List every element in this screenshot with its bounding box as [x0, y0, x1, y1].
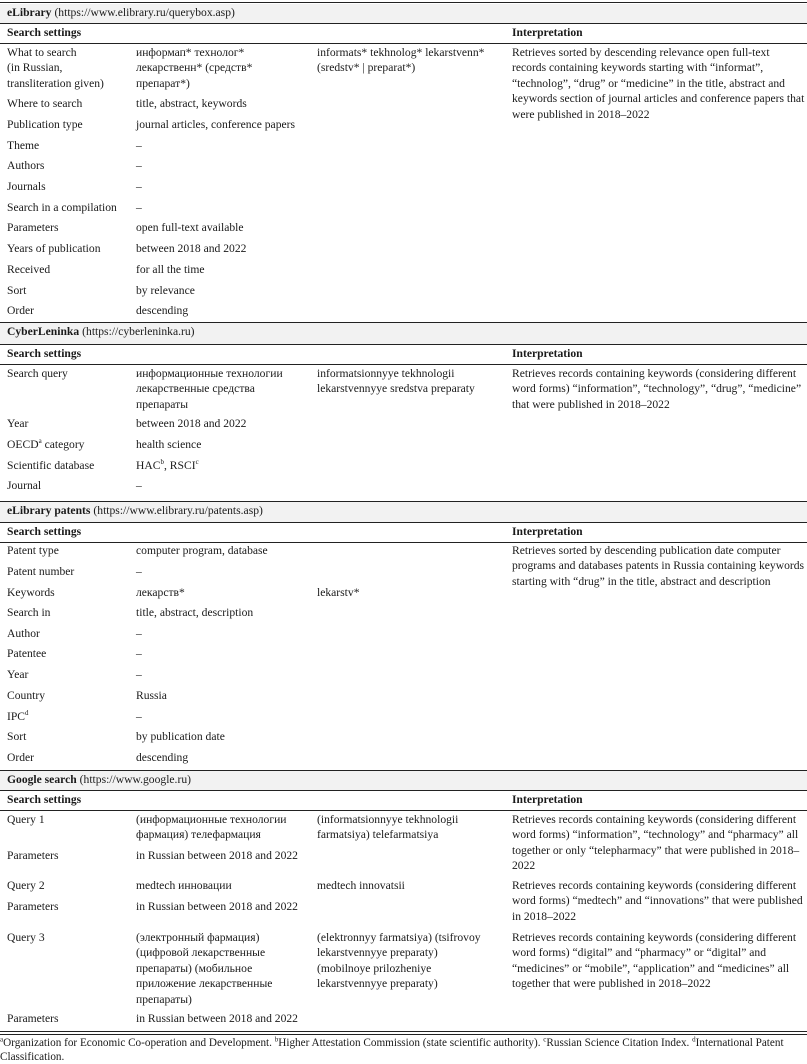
column-header-settings [7, 346, 307, 361]
setting-label-text: Parameters [7, 221, 59, 234]
setting-label-text: Year [7, 417, 29, 430]
header-interpretation-label: Interpretation [512, 26, 583, 39]
setting-value [136, 220, 314, 235]
column-header-settings [7, 792, 307, 807]
footnote-d: International Patent Classification. [0, 1037, 784, 1063]
footnote-mark-d: d [692, 1035, 696, 1044]
setting-value-text: – [136, 159, 142, 172]
footnote-b: Higher Attestation Commission (state scientific authority). [278, 1037, 544, 1049]
section-name: Google search [7, 773, 77, 786]
setting-value [136, 646, 314, 661]
interpretation-text: Retrieves records containing keywords (considering different word forms) “information”, “technology” and “pharmacy” all together or only “telepharmacy” that were published in 2018–2022 [512, 813, 800, 873]
transliteration-text: informats* tekhnolog* lekarstvenn* (sredstv* | preparat*) [317, 46, 485, 75]
setting-label-text: Patent number [7, 565, 75, 578]
section-patents-title-rule [0, 522, 807, 523]
setting-value [136, 688, 314, 703]
setting-value [136, 812, 314, 843]
setting-label [7, 543, 132, 558]
setting-value [136, 605, 314, 620]
interpretation [512, 812, 805, 874]
section-url: (https://www.elibrary.ru/patents.asp) [93, 504, 263, 517]
transliteration-text: informatsionnyye tekhnologii lekarstvennyye sredstva preparaty [317, 367, 475, 396]
setting-value-text: health science [136, 438, 202, 451]
setting-label-text: Search in [7, 606, 51, 619]
setting-value-text: – [136, 565, 142, 578]
setting-label-text: Patent type [7, 544, 59, 557]
footnote-c: Russian Science Citation Index. [546, 1037, 693, 1049]
section-url: (https://www.google.ru) [79, 773, 191, 786]
setting-label-text: Query 3 [7, 931, 45, 944]
column-header-interpretation [512, 524, 805, 539]
setting-label [7, 646, 132, 661]
section-cyberleninka-header-rule [0, 364, 807, 365]
setting-label-sup: d [25, 709, 29, 718]
transliteration-text: medtech innovatsii [317, 879, 405, 892]
setting-label [7, 283, 132, 298]
setting-value [136, 179, 314, 194]
setting-value-text: by relevance [136, 284, 195, 297]
setting-value [136, 878, 314, 893]
setting-value-text: (электронный фармация) (цифровой лекарственные препараты) (мобильное приложение лекарственные препараты) [136, 931, 273, 1006]
setting-label-text: Years of publication [7, 242, 101, 255]
setting-label [7, 750, 132, 765]
setting-value-text: descending [136, 304, 189, 317]
setting-value [136, 930, 314, 1007]
setting-label-text: OECD [7, 438, 39, 451]
section-title [7, 503, 787, 518]
setting-value-text: – [136, 139, 142, 152]
setting-label [7, 478, 132, 493]
setting-label [7, 45, 132, 91]
setting-value [136, 437, 314, 452]
section-title [7, 772, 787, 787]
setting-value [136, 899, 314, 914]
setting-value-text: – [136, 201, 142, 214]
setting-label [7, 1011, 132, 1026]
setting-value-text: (информационные технологии фармация) телефармация [136, 813, 287, 842]
setting-value-text: open full-text available [136, 221, 244, 234]
section-title [7, 324, 787, 339]
setting-label [7, 117, 132, 132]
setting-label-text: Publication type [7, 118, 83, 131]
setting-label-text: Search in a compilation [7, 201, 117, 214]
setting-label [7, 200, 132, 215]
setting-label-sup: a [38, 437, 42, 446]
setting-label-text: Author [7, 627, 40, 640]
setting-label-text: Order [7, 751, 35, 764]
interpretation-text: Retrieves records containing keywords (considering different word forms) “information”, “technology”, “drug”, “medicine” that were published in 2018–2022 [512, 367, 802, 411]
setting-label-text: Patentee [7, 647, 47, 660]
section-url: (https://cyberleninka.ru) [82, 325, 195, 338]
setting-value [136, 667, 314, 682]
header-interpretation-label: Interpretation [512, 793, 583, 806]
setting-value [136, 585, 314, 600]
section-google-title-rule [0, 790, 807, 791]
setting-label-text: Query 2 [7, 879, 45, 892]
column-header-interpretation [512, 25, 805, 40]
setting-value-text: лекарств* [136, 586, 185, 599]
setting-value [136, 564, 314, 579]
setting-label-text: Search query [7, 367, 68, 380]
setting-value-text: by publication date [136, 730, 225, 743]
setting-label [7, 667, 132, 682]
transliteration-text: lekarstv* [317, 586, 360, 599]
setting-label [7, 416, 132, 431]
setting-value-text: descending [136, 751, 189, 764]
setting-value [136, 158, 314, 173]
section-url: (https://www.elibrary.ru/querybox.asp) [54, 6, 235, 19]
setting-label-text: Journal [7, 479, 42, 492]
setting-label [7, 688, 132, 703]
setting-value-sup2: c [195, 458, 199, 467]
setting-label-text: Received [7, 263, 51, 276]
section-google-header-rule [0, 810, 807, 811]
setting-label-text: Country [7, 689, 46, 702]
header-settings-label: Search settings [7, 26, 82, 39]
setting-value-text: – [136, 647, 142, 660]
setting-label [7, 458, 132, 473]
header-interpretation-label: Interpretation [512, 525, 583, 538]
interpretation-text: Retrieves sorted by descending relevance open full-text records containing keywords starting with “informat”, “technolog”, “drug” or “medicine” in the title, abstract and keywords section of journal articles and conference papers that were published in 2018–2022 [512, 46, 805, 121]
setting-transliteration [317, 45, 507, 76]
setting-value [136, 626, 314, 641]
setting-label-rest: category [41, 438, 85, 451]
setting-label [7, 585, 132, 600]
interpretation [512, 45, 805, 122]
section-elibrary-header-rule [0, 43, 807, 44]
setting-transliteration [317, 366, 507, 397]
setting-label [7, 241, 132, 256]
setting-label-text: Parameters [7, 1012, 59, 1025]
setting-value [136, 138, 314, 153]
setting-label-text: Parameters [7, 849, 59, 862]
setting-label-text: Authors [7, 159, 45, 172]
setting-value [136, 458, 314, 473]
setting-transliteration [317, 878, 507, 893]
setting-value-text: between 2018 and 2022 [136, 242, 247, 255]
header-interpretation-label: Interpretation [512, 347, 583, 360]
setting-label-text: Year [7, 668, 29, 681]
setting-label [7, 848, 132, 863]
setting-value-text: title, abstract, description [136, 606, 254, 619]
setting-label-text: Keywords [7, 586, 55, 599]
header-settings-label: Search settings [7, 347, 82, 360]
setting-value [136, 416, 314, 431]
setting-value-text: for all the time [136, 263, 205, 276]
setting-value-text: информап* технолог* лекарственн* (средств* препарат*) [136, 46, 253, 90]
table-footnote [0, 1037, 807, 1064]
setting-label-text: Scientific database [7, 459, 95, 472]
setting-label-text: Parameters [7, 900, 59, 913]
header-settings-label: Search settings [7, 793, 82, 806]
interpretation [512, 366, 805, 412]
setting-value-text: in Russian between 2018 and 2022 [136, 1012, 298, 1025]
transliteration-text: (elektronnyy farmatsiya) (tsifrovoy lekarstvennyye preparaty) (mobilnoye prilozheniye lekarstvennyye preparaty) [317, 931, 481, 991]
setting-value [136, 543, 314, 558]
section-name: eLibrary [7, 6, 52, 19]
setting-value [136, 262, 314, 277]
setting-value-text: computer program, database [136, 544, 268, 557]
section-elibrary-title-rule [0, 23, 807, 24]
setting-transliteration [317, 812, 507, 843]
table-top-rule [0, 2, 807, 3]
setting-value-text: Russia [136, 689, 167, 702]
footnote-mark-c: c [543, 1035, 547, 1044]
setting-label [7, 138, 132, 153]
setting-label-text: Sort [7, 284, 27, 297]
setting-value [136, 303, 314, 318]
interpretation [512, 543, 805, 589]
setting-value-text: between 2018 and 2022 [136, 417, 247, 430]
interpretation-text: Retrieves sorted by descending publication date computer programs and databases patents in Russia containing keywords starting with “drug” in the title, abstract and description [512, 544, 805, 588]
setting-value-text: – [136, 668, 142, 681]
setting-value-text: title, abstract, keywords [136, 97, 247, 110]
setting-label [7, 437, 132, 452]
setting-label [7, 899, 132, 914]
setting-label [7, 179, 132, 194]
setting-value [136, 117, 314, 132]
setting-label [7, 303, 132, 318]
setting-label [7, 366, 132, 381]
setting-label-text: IPC [7, 710, 26, 723]
table-bottom-rule [0, 1034, 807, 1035]
setting-label-text: Theme [7, 139, 40, 152]
setting-value [136, 200, 314, 215]
interpretation-text: Retrieves records containing keywords (considering different word forms) “medtech” and “innovations” that were published in 2018–2022 [512, 879, 803, 923]
setting-transliteration [317, 585, 507, 600]
section-google-bottom-rule [0, 1031, 807, 1032]
setting-label-text: What to search (in Russian, transliteration given) [7, 46, 104, 90]
setting-value [136, 366, 314, 412]
setting-value-text: journal articles, conference papers [136, 118, 296, 131]
footnote-mark-b: b [274, 1035, 279, 1044]
setting-value [136, 283, 314, 298]
column-header-interpretation [512, 346, 805, 361]
setting-label [7, 626, 132, 641]
footnote-mark-a: a [0, 1035, 4, 1044]
transliteration-text: (informatsionnyye tekhnologii farmatsiya) telefarmatsiya [317, 813, 459, 842]
setting-value [136, 729, 314, 744]
setting-label-text: Journals [7, 180, 46, 193]
column-header-settings [7, 25, 307, 40]
setting-value-text: информационные технологии лекарственные средства препараты [136, 367, 283, 411]
setting-label [7, 812, 132, 827]
setting-label [7, 605, 132, 620]
header-settings-label: Search settings [7, 525, 82, 538]
setting-value-text: – [136, 479, 142, 492]
setting-label-text: Query 1 [7, 813, 45, 826]
setting-value [136, 45, 314, 91]
setting-value-text: in Russian between 2018 and 2022 [136, 849, 298, 862]
column-header-settings [7, 524, 307, 539]
setting-value [136, 241, 314, 256]
setting-label [7, 262, 132, 277]
setting-value-text: in Russian between 2018 and 2022 [136, 900, 298, 913]
setting-label-text: Sort [7, 730, 27, 743]
setting-transliteration [317, 930, 507, 992]
setting-label-text: Where to search [7, 97, 83, 110]
setting-value-sup: b [160, 458, 164, 467]
setting-value [136, 709, 314, 724]
setting-label [7, 220, 132, 235]
setting-value-text: – [136, 627, 142, 640]
setting-label [7, 564, 132, 579]
setting-value-text: – [136, 710, 142, 723]
section-title [7, 5, 787, 20]
setting-value [136, 750, 314, 765]
setting-value [136, 478, 314, 493]
column-header-interpretation [512, 792, 805, 807]
setting-value-rest: , RSCI [163, 459, 196, 472]
section-name: eLibrary patents [7, 504, 91, 517]
setting-label [7, 729, 132, 744]
interpretation [512, 930, 805, 992]
interpretation-text: Retrieves records containing keywords (considering different word forms) “digital” and “pharmacy” or “digital” and “medicines” or “mobile”, “application” and “medicines” all together that were published in 2018–2022 [512, 931, 797, 991]
setting-value [136, 848, 314, 863]
setting-value [136, 1011, 314, 1026]
setting-label [7, 930, 132, 945]
setting-value-text: HAC [136, 459, 161, 472]
section-cyberleninka-title-rule [0, 344, 807, 345]
setting-value [136, 96, 314, 111]
setting-label [7, 158, 132, 173]
interpretation [512, 878, 805, 924]
setting-label [7, 878, 132, 893]
setting-label-text: Order [7, 304, 35, 317]
footnote-a: Organization for Economic Co-operation and Development. [3, 1037, 275, 1049]
setting-label [7, 96, 132, 111]
section-name: CyberLeninka [7, 325, 80, 338]
setting-label [7, 709, 132, 724]
setting-value-text: – [136, 180, 142, 193]
setting-value-text: medtech инновации [136, 879, 232, 892]
